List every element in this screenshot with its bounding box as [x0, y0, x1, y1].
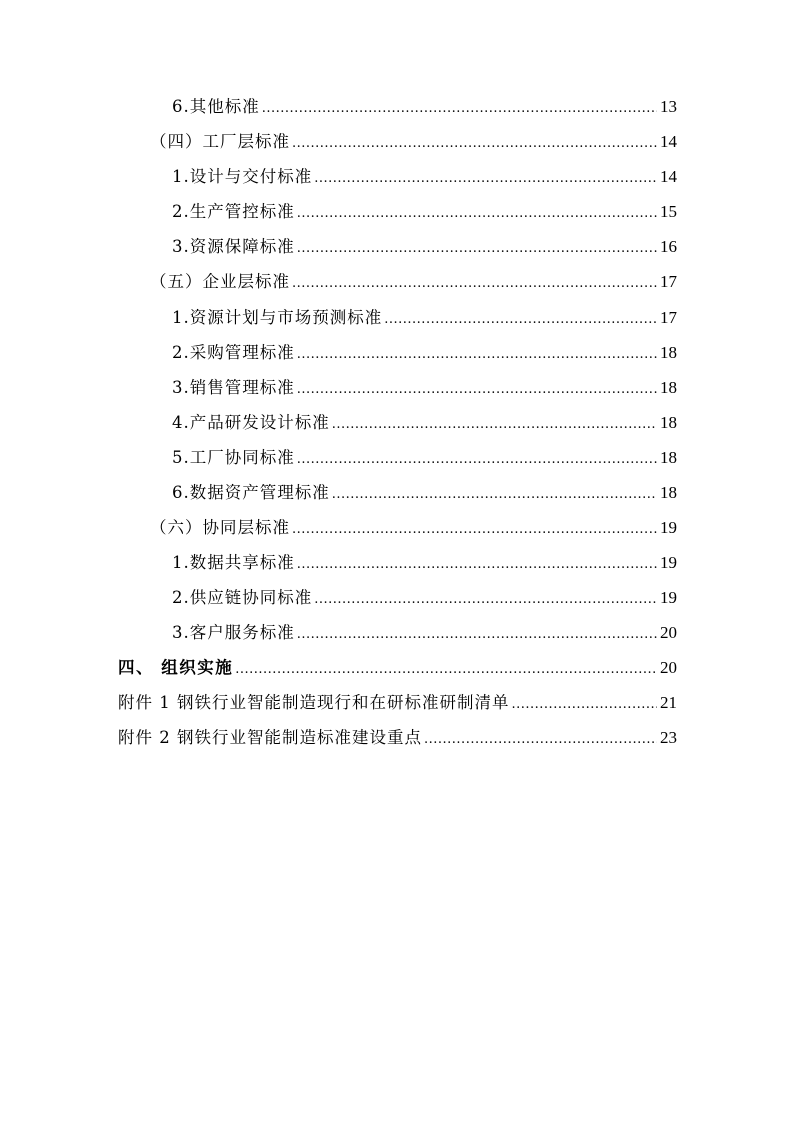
- toc-entry-title: 5.工厂协同标准: [172, 448, 295, 467]
- toc-leader-dots: [262, 94, 657, 124]
- toc-entry-page: 19: [660, 518, 677, 537]
- toc-entry-title: （五）企业层标准: [150, 272, 290, 291]
- toc-entry-page: 13: [660, 97, 677, 116]
- toc-leader-dots: [297, 199, 657, 229]
- toc-entry-page: 19: [660, 553, 677, 572]
- toc-entry-page: 18: [660, 378, 677, 397]
- toc-leader-dots: [297, 375, 657, 405]
- toc-entry-title: 3.销售管理标准: [172, 378, 295, 397]
- toc-entry-page: 18: [660, 413, 677, 432]
- toc-entry[interactable]: [172, 338, 677, 368]
- toc-entry[interactable]: [118, 653, 677, 683]
- toc-entry-page: 23: [660, 728, 677, 747]
- toc-entry[interactable]: [172, 303, 677, 333]
- toc-entry-page: 18: [660, 448, 677, 467]
- toc-entry-title: 1.数据共享标准: [172, 553, 295, 572]
- toc-leader-dots: [332, 410, 657, 440]
- toc-leader-dots: [292, 129, 657, 159]
- toc-entry[interactable]: [150, 513, 677, 543]
- toc-entry-title: 2.生产管控标准: [172, 202, 295, 221]
- toc-entry[interactable]: [172, 92, 677, 122]
- toc-entry-page: 17: [660, 308, 677, 327]
- toc-leader-dots: [424, 725, 657, 755]
- toc-entry[interactable]: [150, 127, 677, 157]
- toc-entry-page: 18: [660, 343, 677, 362]
- toc-entry-title: 3.资源保障标准: [172, 237, 295, 256]
- toc-entry-page: 14: [660, 132, 677, 151]
- toc-entry-page: 18: [660, 483, 677, 502]
- toc-leader-dots: [314, 164, 657, 194]
- toc-entry-title: 3.客户服务标准: [172, 623, 295, 642]
- toc-leader-dots: [384, 305, 657, 335]
- toc-entry-page: 16: [660, 237, 677, 256]
- toc-leader-dots: [297, 234, 657, 264]
- toc-entry[interactable]: [172, 548, 677, 578]
- toc-entry[interactable]: [172, 162, 677, 192]
- toc-entry-title: 1.资源计划与市场预测标准: [172, 308, 383, 327]
- toc-leader-dots: [297, 445, 657, 475]
- toc-entry-page: 20: [660, 623, 677, 642]
- toc-entry[interactable]: [172, 408, 677, 438]
- toc-leader-dots: [297, 620, 657, 650]
- toc-entry-title: 附件 1 钢铁行业智能制造现行和在研标准研制清单: [118, 693, 510, 712]
- toc-entry-title: 6.数据资产管理标准: [172, 483, 330, 502]
- toc-entry-title: （六）协同层标准: [150, 518, 290, 537]
- toc-entry-page: 20: [660, 658, 677, 677]
- toc-leader-dots: [332, 480, 657, 510]
- toc-entry[interactable]: [150, 267, 677, 297]
- toc-entry-title: （四）工厂层标准: [150, 132, 290, 151]
- toc-leader-dots: [235, 655, 657, 685]
- toc-entry[interactable]: [172, 197, 677, 227]
- toc-entry-page: 15: [660, 202, 677, 221]
- toc-entry[interactable]: [118, 688, 677, 718]
- toc-entry-page: 21: [660, 693, 677, 712]
- toc-entry[interactable]: [172, 478, 677, 508]
- toc-leader-dots: [314, 585, 657, 615]
- toc-entry[interactable]: [172, 373, 677, 403]
- toc-entry-page: 19: [660, 588, 677, 607]
- toc-entry-title: 4.产品研发设计标准: [172, 413, 330, 432]
- toc-leader-dots: [292, 269, 657, 299]
- toc-entry-title: 6.其他标准: [172, 97, 260, 116]
- toc-leader-dots: [297, 550, 657, 580]
- toc-entry-title: 四、 组织实施: [118, 658, 234, 677]
- toc-entry-title: 2.供应链协同标准: [172, 588, 313, 607]
- toc-entry[interactable]: [172, 618, 677, 648]
- toc-leader-dots: [297, 340, 657, 370]
- toc-leader-dots: [292, 515, 657, 545]
- toc-entry[interactable]: [172, 232, 677, 262]
- toc-entry[interactable]: [172, 443, 677, 473]
- toc-entry[interactable]: [172, 583, 677, 613]
- toc-entry-page: 14: [660, 167, 677, 186]
- toc-entry-page: 17: [660, 272, 677, 291]
- toc-entry[interactable]: [118, 723, 677, 753]
- toc-entry-title: 2.采购管理标准: [172, 343, 295, 362]
- toc-leader-dots: [512, 690, 658, 720]
- toc-entry-title: 1.设计与交付标准: [172, 167, 313, 186]
- toc-entry-title: 附件 2 钢铁行业智能制造标准建设重点: [118, 728, 422, 747]
